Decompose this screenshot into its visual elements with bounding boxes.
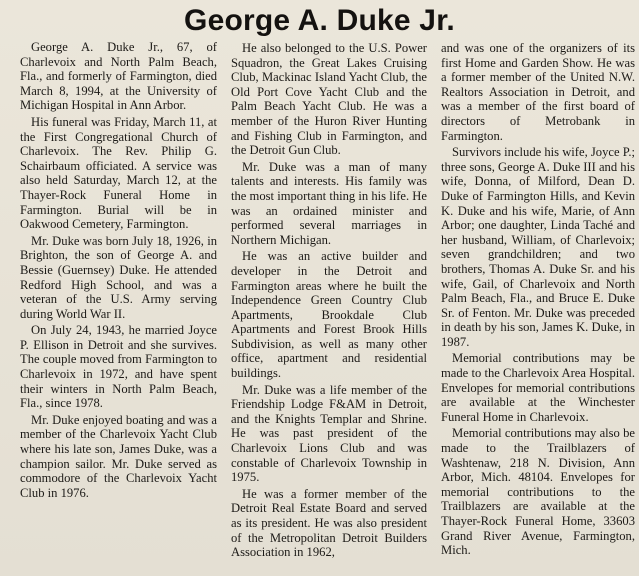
article-column-1 — [20, 40, 217, 502]
paragraph: He was an active builder and developer in the Detroit and Farmington areas where he built the Independence Green Country Club Apartments, Brookdale Club Apartments and Forest Brook Hills Subdivision, as well as many other office, apartment and residential buildings. — [231, 249, 427, 381]
paragraph: Mr. Duke was born July 18, 1926, in Brighton, the son of George A. and Bessie (Guernsey) Duke. He attended Redford High School, and was a veteran of the U.S. Army serving during World War II. — [20, 233, 217, 321]
paragraph: His funeral was Friday, March 11, at the First Congregational Church of Charlevoix. The Rev. Philip G. Schairbaum officiated. A service was also held Saturday, March 12, at the Thayer-Rock Funeral Home in Farmington. Burial will be in Oakwood Cemetery, Farmington. — [20, 114, 217, 232]
article-column-3 — [441, 41, 635, 560]
paragraph: He also belonged to the U.S. Power Squadron, the Great Lakes Cruising Club, Mackinac Island Yacht Club, the Old Port Cove Yacht Club and the Palm Beach Yacht Club. He was a member of the Huron River Hunting and Fishing Club in Farmington, and the Detroit Gun Club. — [231, 41, 427, 158]
paragraph: Memorial contributions may be made to the Charlevoix Area Hospital. Envelopes for memorial contributions are available at the Winchester Funeral Home in Charlevoix. — [441, 351, 635, 424]
paragraph: and was one of the organizers of its first Home and Garden Show. He was a former member of the United N.W. Realtors Association in Detroit, and was a member of the first board of directors of Metrobank in Farmington. — [441, 41, 635, 143]
obituary-headline: George A. Duke Jr. — [184, 4, 455, 37]
paragraph: Mr. Duke enjoyed boating and was a member of the Charlevoix Yacht Club where his late son, James Duke, was a champion sailor. Mr. Duke served as commodore of the Charlevoix Yacht Club in 1976. — [20, 412, 217, 500]
paragraph: On July 24, 1943, he married Joyce P. Ellison in Detroit and she survives. The couple moved from Farmington to Charlevoix in 1972, and have spent their winters in North Palm Beach, Fla., since 1978. — [20, 323, 217, 411]
paragraph: George A. Duke Jr., 67, of Charlevoix and North Palm Beach, Fla., and formerly of Farmington, died March 8, 1994, at the University of Michigan Hospital in Ann Arbor. — [20, 40, 217, 113]
paragraph: Survivors include his wife, Joyce P.; three sons, George A. Duke III and his wife, Donna, of Milford, Dean D. Duke of Farmington Hills, and Kevin K. Duke and his wife, Marie, of Ann Arbor; one daughter, Linda Taché and her husband, William, of Charlevoix; seven grandchildren; and two brothers, Thomas A. Duke Sr. and his wife, Gail, of Charlevoix and North Palm Beach, Fla., and Bruce E. Duke Sr. of Fenton. Mr. Duke was preceded in death by his son, James K. Duke, in 1987. — [441, 145, 635, 349]
paragraph: He was a former member of the Detroit Real Estate Board and served as its president. He was also president of the Metropolitan Detroit Builders Association in 1962, — [231, 486, 427, 560]
paragraph: Memorial contributions may also be made to the Trailblazers of Washtenaw, 218 N. Division, Ann Arbor, Mich. 48104. Envelopes for memorial contributions to the Trailblazers are available at the Thayer-Rock Funeral Home, 33603 Grand River Avenue, Farmington, Mich. — [441, 426, 635, 558]
article-column-2 — [231, 41, 427, 562]
paragraph: Mr. Duke was a life member of the Friendship Lodge F&AM in Detroit, and the Knights Templar and Shrine. He was past president of the Charlevoix Lions Club and was constable of Charlevoix Township in 1975. — [231, 382, 427, 485]
paragraph: Mr. Duke was a man of many talents and interests. His family was the most important thing in his life. He was an ordained minister and performed several marriages in Northern Michigan. — [231, 159, 427, 247]
